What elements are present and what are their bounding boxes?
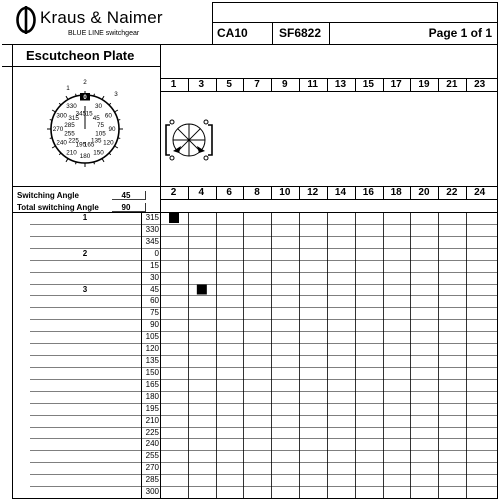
dial-degree-label: 45 — [92, 114, 100, 122]
switching-angle-label: Switching Angle — [17, 191, 79, 200]
dial-degree-label: 315 — [68, 114, 79, 122]
terminal-number: 15 — [362, 79, 374, 90]
angle-degree: 90 — [150, 320, 159, 330]
dial-degree-label: 300 — [56, 112, 67, 120]
terminal-number: 12 — [307, 187, 319, 198]
contact-symbol-icon — [162, 115, 216, 165]
terminal-number: 9 — [282, 79, 288, 90]
terminal-number: 23 — [474, 79, 486, 90]
terminal-number: 3 — [198, 79, 205, 90]
angle-degree: 300 — [145, 487, 159, 497]
terminal-number: 19 — [418, 79, 430, 90]
dial-degree-label: 255 — [64, 130, 75, 138]
angle-degree: 255 — [145, 451, 159, 461]
terminal-number: 7 — [254, 79, 260, 90]
angle-degree: 0 — [154, 248, 159, 258]
terminal-number: 13 — [334, 79, 347, 90]
angle-degree: 315 — [145, 213, 159, 222]
dial-degree-label: 225 — [68, 137, 79, 145]
dial-degree-label: 15 — [85, 110, 93, 118]
angle-degree: 345 — [145, 236, 159, 246]
escutcheon-dial — [30, 74, 140, 184]
closed-contact-mark — [169, 213, 179, 223]
closed-contact-mark — [197, 285, 207, 295]
kraus-naimer-logo-icon — [14, 5, 38, 35]
dial-degree-label: 30 — [94, 102, 103, 110]
dial-degree-label: 180 — [79, 153, 91, 161]
angle-degree: 60 — [150, 296, 159, 306]
dial-degree-label: 120 — [103, 139, 114, 147]
angle-degree: 225 — [145, 427, 159, 437]
switching-angle-value: 45 — [121, 191, 131, 200]
position-label-1: 1 — [66, 85, 70, 92]
dial-degree-label: 285 — [64, 122, 75, 130]
dial-degree-label: 90 — [108, 126, 116, 134]
angle-degree: 165 — [145, 379, 159, 389]
terminal-number: 6 — [226, 187, 232, 198]
terminal-number: 4 — [198, 187, 205, 198]
dial-degree-label: 270 — [52, 126, 64, 134]
angle-degree: 75 — [150, 308, 159, 318]
terminal-number: 10 — [279, 187, 291, 198]
angle-degree: 135 — [145, 356, 159, 365]
dial-degree-label: 210 — [66, 149, 77, 157]
terminal-number: 18 — [390, 187, 402, 198]
position-label-3: 3 — [114, 91, 118, 98]
angle-degree: 45 — [150, 284, 159, 294]
position-number: 1 — [82, 213, 88, 222]
brand-name: Kraus & Naimer — [40, 8, 163, 27]
terminal-number: 24 — [474, 187, 486, 198]
position-number: 2 — [82, 248, 88, 258]
dial-degree-label: 105 — [95, 130, 106, 138]
dial-degree-label: 165 — [83, 141, 95, 149]
dial-degree-label: 195 — [75, 141, 87, 149]
escutcheon-title: Escutcheon Plate — [26, 48, 135, 63]
terminal-number: 5 — [226, 79, 232, 90]
dial-degree-label: 240 — [56, 139, 67, 147]
dial-degree-label: 60 — [104, 112, 112, 120]
dial-degree-label: 135 — [91, 137, 102, 145]
angle-degree: 270 — [145, 463, 159, 473]
angle-degree: 150 — [145, 367, 159, 377]
angle-degree: 180 — [145, 391, 159, 401]
terminal-number: 21 — [446, 79, 458, 90]
angle-degree: 195 — [145, 403, 159, 413]
terminal-number: 1 — [170, 79, 177, 90]
angle-degree: 15 — [150, 260, 159, 270]
position-number: 3 — [82, 284, 88, 294]
total-angle-label: Total switching Angle — [17, 203, 99, 212]
dial-degree-label: 330 — [66, 102, 77, 110]
angle-degree: 105 — [145, 332, 159, 342]
angle-degree: 240 — [145, 439, 159, 449]
pointer-label: 0 — [83, 95, 87, 101]
page-indicator: Page 1 of 1 — [428, 26, 492, 40]
angle-degree: 210 — [145, 415, 159, 425]
terminal-number: 8 — [254, 187, 260, 198]
terminal-number: 16 — [362, 187, 374, 198]
terminal-number: 20 — [418, 187, 430, 198]
dial-degree-label: 75 — [96, 122, 104, 130]
angle-degree: 120 — [145, 344, 159, 354]
angle-degree: 330 — [145, 224, 159, 234]
dial-degree-label: 345 — [75, 110, 87, 118]
position-label-2: 2 — [83, 79, 87, 86]
total-angle-value: 90 — [121, 203, 131, 212]
angle-degree: 285 — [145, 475, 159, 485]
terminal-number: 14 — [334, 187, 347, 198]
brand-tagline: BLUE LINE switchgear — [68, 30, 140, 37]
model-code: CA10 — [217, 26, 248, 40]
terminal-number: 2 — [170, 187, 177, 198]
dial-degree-label: 150 — [93, 149, 104, 157]
terminal-number: 11 — [307, 79, 318, 90]
terminal-number: 17 — [390, 79, 402, 90]
switch-code: SF6822 — [279, 26, 322, 40]
angle-degree: 30 — [150, 272, 159, 282]
terminal-number: 22 — [446, 187, 458, 198]
